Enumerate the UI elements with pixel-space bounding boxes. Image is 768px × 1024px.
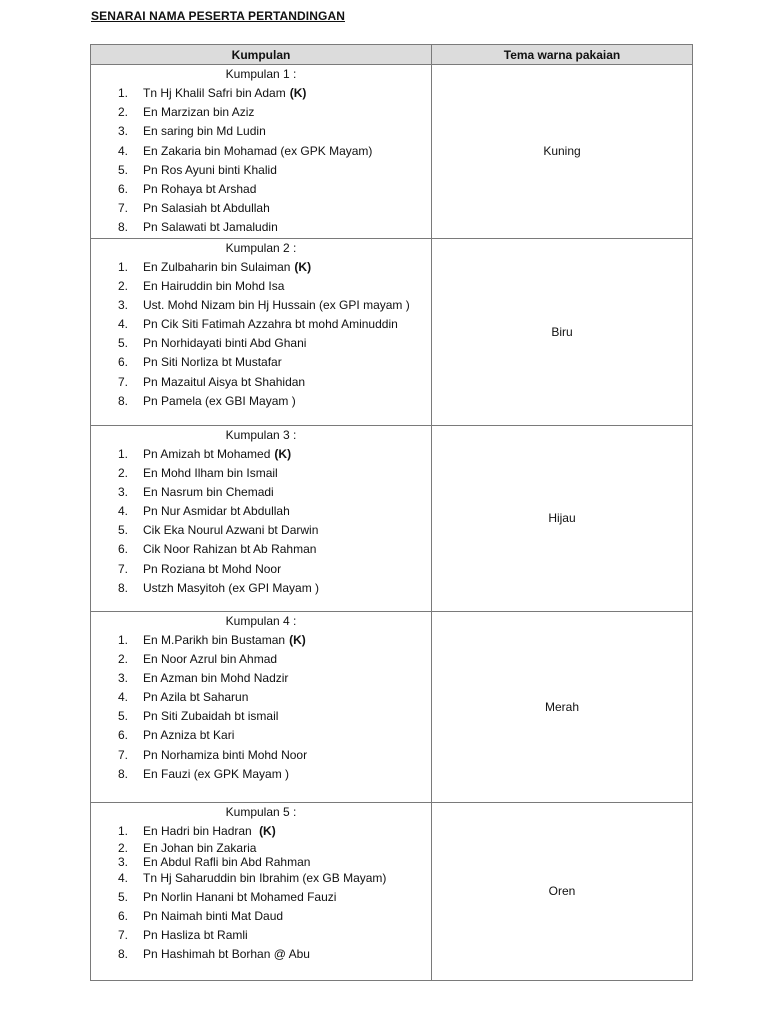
member-number: 8.: [118, 580, 129, 595]
group-cell: [91, 238, 432, 425]
member-number: 3.: [118, 670, 129, 685]
member-entry: [143, 502, 290, 521]
member-entry: [143, 142, 372, 161]
member-name: En Mohd Ilham bin Ismail: [143, 465, 278, 480]
member-number: 6.: [118, 355, 129, 370]
member-number: 6.: [118, 909, 129, 924]
member-entry: [143, 315, 398, 334]
group-row: [91, 238, 693, 425]
member-name: Pn Salawati bt Jamaludin: [143, 220, 278, 235]
member-item: [91, 103, 431, 122]
header-group: Kumpulan: [91, 45, 432, 65]
member-name: Pn Norhamiza binti Mohd Noor: [143, 747, 308, 762]
member-number: 4.: [118, 504, 129, 519]
group-row: [91, 802, 693, 980]
member-entry: [143, 650, 277, 669]
member-item: [91, 669, 431, 688]
member-item: [91, 945, 431, 964]
member-item: [91, 161, 431, 180]
member-name: En M.Parikh bin Bustaman: [143, 632, 286, 647]
member-item: [91, 579, 431, 598]
group-row: [91, 425, 693, 611]
member-number: 5.: [118, 162, 129, 177]
member-number: 8.: [118, 393, 129, 408]
member-number: 5.: [118, 523, 129, 538]
member-entry: [143, 669, 288, 688]
member-name: En Johan bin Zakaria: [143, 840, 257, 855]
member-number: 5.: [118, 336, 129, 351]
participants-table: [90, 44, 693, 981]
member-entry: [143, 180, 256, 199]
member-number: 6.: [118, 542, 129, 557]
member-number: 2.: [118, 651, 129, 666]
member-entry: [143, 707, 278, 726]
member-entry: [143, 122, 266, 141]
member-item: [91, 521, 431, 540]
member-number: 8.: [118, 766, 129, 781]
member-item: [91, 353, 431, 372]
member-name: Pn Mazaitul Aisya bt Shahidan: [143, 374, 306, 389]
member-number: 6.: [118, 181, 129, 196]
member-item: [91, 180, 431, 199]
member-item: [91, 315, 431, 334]
member-item: [91, 907, 431, 926]
member-number: 2.: [118, 465, 129, 480]
member-name: Cik Noor Rahizan bt Ab Rahman: [143, 542, 317, 557]
member-name: En Marzizan bin Aziz: [143, 105, 255, 120]
member-name: Pn Ros Ayuni binti Khalid: [143, 162, 277, 177]
member-item: [91, 822, 431, 841]
member-number: 2.: [118, 105, 129, 120]
member-entry: [143, 521, 318, 540]
member-number: 7.: [118, 201, 129, 216]
member-name: Tn Hj Khalil Safri bin Adam: [143, 86, 286, 100]
member-item: [91, 334, 431, 353]
member-number: 4.: [118, 143, 129, 158]
member-number: 1.: [118, 259, 129, 274]
member-name: Pn Naimah binti Mat Daud: [143, 909, 284, 924]
group-label: Kumpulan 2 :: [225, 240, 297, 255]
member-number: 4.: [118, 690, 129, 705]
member-item: [91, 707, 431, 726]
member-item: [91, 726, 431, 745]
member-item: [91, 926, 431, 945]
leader-marker: (K): [274, 446, 292, 461]
member-entry: [143, 540, 316, 559]
member-item: [91, 746, 431, 765]
group-row: [91, 65, 693, 239]
group-cell: [91, 65, 432, 239]
member-name: En saring bin Md Ludin: [143, 124, 266, 139]
member-entry: [143, 888, 336, 907]
member-item: [91, 84, 431, 103]
member-item: [91, 464, 431, 483]
member-name: Pn Azniza bt Kari: [143, 728, 235, 743]
theme-color-cell: Hijau: [432, 425, 693, 611]
member-number: 7.: [118, 747, 129, 762]
member-number: 7.: [118, 928, 129, 943]
member-item: [91, 869, 431, 888]
member-entry: [143, 688, 248, 707]
member-number: 3.: [118, 484, 129, 499]
member-number: 1.: [118, 86, 129, 100]
theme-color-cell: Kuning: [432, 65, 693, 239]
member-name: En Abdul Rafli bin Abd Rahman: [143, 854, 311, 869]
member-number: 8.: [118, 947, 129, 962]
document-title: SENARAI NAMA PESERTA PERTANDINGAN: [91, 9, 345, 23]
member-entry: [143, 277, 284, 296]
member-item: [91, 392, 431, 411]
theme-color-cell: Biru: [432, 238, 693, 425]
leader-marker: (K): [259, 823, 276, 838]
member-entry: [143, 869, 386, 888]
group-cell: [91, 611, 432, 802]
member-number: 7.: [118, 561, 129, 576]
member-name: Pn Hashimah bt Borhan @ Abu: [143, 947, 310, 962]
member-name: Pn Amizah bt Mohamed: [143, 446, 271, 461]
member-entry: [143, 579, 319, 598]
group-label: Kumpulan 1 :: [225, 67, 297, 81]
member-name: En Hairuddin bin Mohd Isa: [143, 278, 285, 293]
member-number: 6.: [118, 728, 129, 743]
member-item: [91, 122, 431, 141]
member-item: [91, 373, 431, 392]
member-name: Pn Cik Siti Fatimah Azzahra bt mohd Aminuddin: [143, 317, 398, 332]
member-name: En Noor Azrul bin Ahmad: [143, 651, 278, 666]
member-number: 3.: [118, 854, 129, 869]
table-body: [91, 65, 693, 981]
member-entry: [143, 296, 410, 315]
member-number: 4.: [118, 317, 129, 332]
member-name: Pn Pamela (ex GBI Mayam ): [143, 393, 296, 408]
member-name: Pn Nur Asmidar bt Abdullah: [143, 504, 290, 519]
leader-marker: (K): [294, 259, 312, 274]
member-name: En Nasrum bin Chemadi: [143, 484, 274, 499]
member-entry: [143, 765, 289, 784]
member-name: Pn Norlin Hanani bt Mohamed Fauzi: [143, 889, 337, 904]
member-entry: [143, 464, 278, 483]
member-item: [91, 502, 431, 521]
member-number: 8.: [118, 220, 129, 235]
member-entry: [143, 161, 277, 180]
member-item: [91, 841, 431, 855]
header-theme: Tema warna pakaian: [432, 45, 693, 65]
member-name: Cik Eka Nourul Azwani bt Darwin: [143, 523, 319, 538]
member-entry: [143, 926, 248, 945]
member-item: [91, 560, 431, 579]
member-number: 3.: [118, 124, 129, 139]
member-item: [91, 142, 431, 161]
member-entry: [143, 334, 306, 353]
member-entry: [143, 199, 270, 218]
member-name: Pn Azila bt Saharun: [143, 690, 249, 705]
member-name: En Azman bin Mohd Nadzir: [143, 670, 289, 685]
member-name: Pn Roziana bt Mohd Noor: [143, 561, 282, 576]
leader-marker: (K): [289, 632, 306, 647]
member-name: Pn Hasliza bt Ramli: [143, 928, 248, 943]
member-number: 3.: [118, 297, 129, 312]
member-number: 5.: [118, 889, 129, 904]
member-item: [91, 199, 431, 218]
member-item: [91, 483, 431, 502]
member-item: [91, 445, 431, 464]
member-entry: [143, 483, 274, 502]
member-entry: [143, 822, 276, 841]
theme-color-cell: Oren: [432, 802, 693, 980]
member-item: [91, 688, 431, 707]
member-entry: [143, 258, 311, 277]
member-entry: [143, 353, 282, 372]
member-number: 4.: [118, 870, 129, 885]
leader-marker: (K): [289, 86, 307, 100]
group-label: Kumpulan 5 :: [225, 804, 297, 819]
member-entry: [143, 560, 281, 579]
group-row: [91, 611, 693, 802]
member-entry: [143, 841, 256, 855]
member-item: [91, 296, 431, 315]
member-name: Pn Rohaya bt Arshad: [143, 181, 257, 196]
member-name: Ust. Mohd Nizam bin Hj Hussain (ex GPI mayam ): [143, 297, 410, 312]
member-entry: [143, 855, 310, 869]
member-number: 2.: [118, 840, 129, 855]
member-item: [91, 540, 431, 559]
member-entry: [143, 945, 310, 964]
member-item: [91, 855, 431, 869]
member-item: [91, 765, 431, 784]
member-entry: [143, 445, 291, 464]
member-item: [91, 258, 431, 277]
member-item: [91, 277, 431, 296]
group-cell: [91, 425, 432, 611]
member-item: [91, 650, 431, 669]
member-name: Ustzh Masyitoh (ex GPI Mayam ): [143, 580, 320, 595]
member-number: 5.: [118, 709, 129, 724]
member-name: En Hadri bin Hadran: [143, 823, 256, 838]
group-cell: [91, 802, 432, 980]
member-entry: [143, 392, 296, 411]
member-entry: [143, 907, 283, 926]
member-number: 1.: [118, 632, 129, 647]
member-entry: [143, 373, 305, 392]
member-name: Pn Norhidayati binti Abd Ghani: [143, 336, 307, 351]
member-name: Pn Salasiah bt Abdullah: [143, 201, 270, 216]
group-label: Kumpulan 3 :: [225, 427, 297, 442]
theme-color-cell: Merah: [432, 611, 693, 802]
member-number: 1.: [118, 823, 129, 838]
member-entry: [143, 726, 234, 745]
member-entry: [143, 631, 306, 650]
member-name: Pn Siti Zubaidah bt ismail: [143, 709, 279, 724]
member-name: Pn Siti Norliza bt Mustafar: [143, 355, 282, 370]
group-label: Kumpulan 4 :: [225, 613, 297, 628]
member-item: [91, 218, 431, 237]
member-number: 2.: [118, 278, 129, 293]
member-entry: [143, 103, 254, 122]
table-header-row: [91, 45, 693, 65]
member-entry: [143, 746, 307, 765]
member-name: Tn Hj Saharuddin bin Ibrahim (ex GB Mayam): [143, 870, 387, 885]
member-name: En Zakaria bin Mohamad (ex GPK Mayam): [143, 143, 373, 158]
member-number: 7.: [118, 374, 129, 389]
member-name: En Fauzi (ex GPK Mayam ): [143, 766, 290, 781]
member-item: [91, 631, 431, 650]
member-item: [91, 888, 431, 907]
member-number: 1.: [118, 446, 129, 461]
member-name: En Zulbaharin bin Sulaiman: [143, 259, 291, 274]
member-entry: [143, 218, 278, 237]
member-entry: [143, 84, 306, 103]
